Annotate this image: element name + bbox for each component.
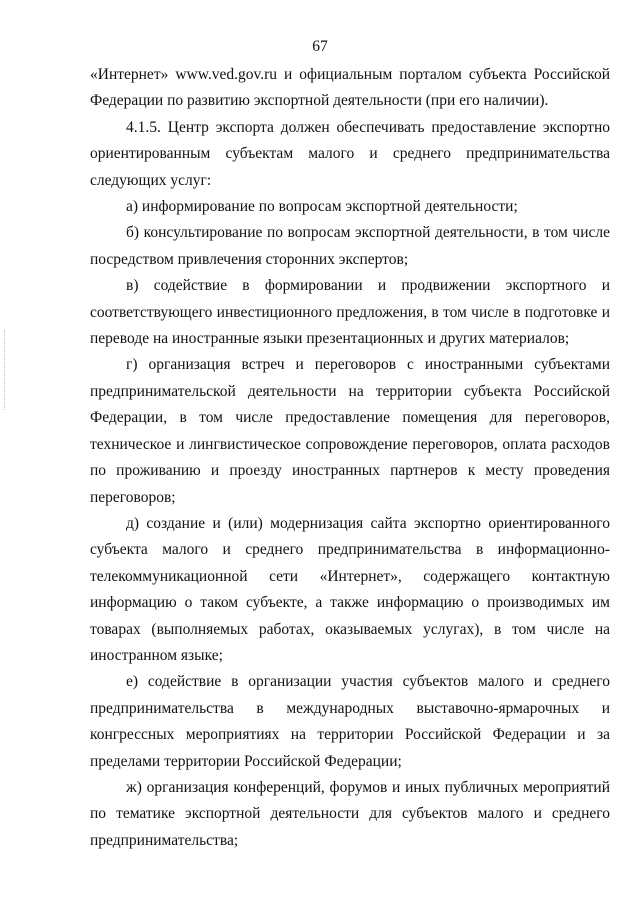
list-item-g: г) организация встреч и переговоров с иностранными субъектами предпринимательской деятельности на территории субъекта Российской Федерации, в том числе предоставление помещения для переговоров, техническое и лингвистическое сопровождение переговоров, оплата расходов по проживанию и проезду иностранных партнеров к месту проведения переговоров; [90, 356, 610, 506]
page-number: 67 [312, 38, 328, 55]
list-item-zh: ж) организация конференций, форумов и иных публичных мероприятий по тематике экспортной деятельности для субъектов малого и среднего предпринимательства; [90, 778, 610, 849]
scan-margin-mark [4, 330, 7, 410]
list-item-e: е) содействие в организации участия субъектов малого и среднего предпринимательства в международных выставочно-ярмарочных и конгрессных мероприятиях на территории Российской Федерации и за пределами территории Российской Федерации; [90, 673, 610, 770]
list-item-d: д) создание и (или) модернизация сайта экспортно ориентированного субъекта малого и среднего предпринимательства в информационно-телекоммуникационной сети «Интернет», содержащего контактную информацию о таком субъекте, а также информацию о производимых им товарах (выполняемых работах, оказываемых услугах), в том числе на иностранном языке; [90, 514, 610, 664]
paragraph-clause-4-1-5: 4.1.5. Центр экспорта должен обеспечивать предоставление экспортно ориентированным субъектам малого и среднего предпринимательства следующих услуг: [90, 118, 610, 189]
list-item-v: в) содействие в формировании и продвижении экспортного и соответствующего инвестиционного предложения, в том числе в подготовке и переводе на иностранные языки презентационных и других материалов; [90, 277, 610, 348]
list-item-b: б) консультирование по вопросам экспортной деятельности, в том числе посредством привлечения сторонних экспертов; [90, 224, 610, 268]
paragraph-continuation: «Интернет» www.ved.gov.ru и официальным порталом субъекта Российской Федерации по развитию экспортной деятельности (при его наличии). [90, 66, 610, 110]
list-item-a: а) информирование по вопросам экспортной деятельности; [126, 198, 518, 216]
document-body [90, 62, 610, 854]
